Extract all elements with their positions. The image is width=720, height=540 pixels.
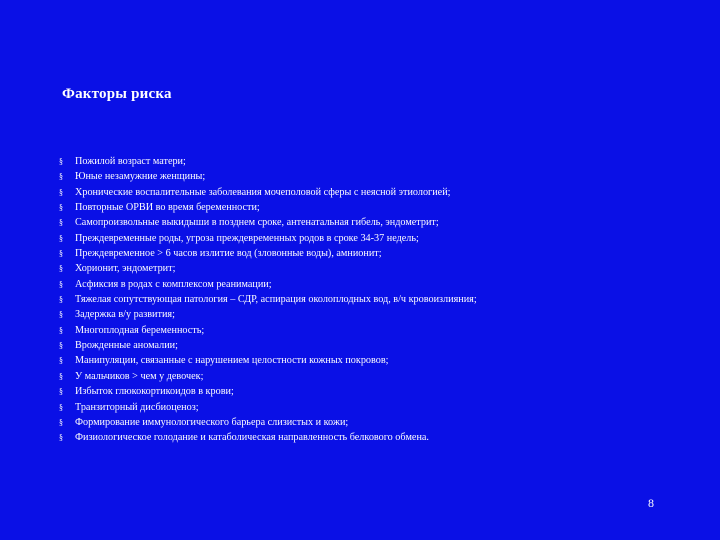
list-item-text: Тяжелая сопутствующая патология – СДР, аспирация околоплодных вод, в/ч кровоизлияния; — [75, 294, 477, 306]
list-item — [59, 353, 679, 368]
list-item — [59, 307, 679, 322]
list-item — [59, 430, 679, 445]
list-item — [59, 261, 679, 276]
risk-factors-list — [59, 154, 679, 446]
bullet-icon: § — [59, 417, 63, 427]
list-item-text: Преждевременное > 6 часов излитие вод (зловонные воды), амнионит; — [75, 248, 382, 260]
page-number: 8 — [648, 496, 654, 510]
list-item-text: Задержка в/у развития; — [75, 309, 175, 321]
slide-title: Факторы риска — [62, 86, 172, 102]
list-item — [59, 200, 679, 215]
bullet-icon: § — [59, 310, 63, 320]
list-item — [59, 154, 679, 169]
bullet-icon: § — [59, 341, 63, 351]
list-item-text: Манипуляции, связанные с нарушением целостности кожных покровов; — [75, 355, 389, 367]
bullet-icon: § — [59, 371, 63, 381]
bullet-icon: § — [59, 233, 63, 243]
list-item — [59, 215, 679, 230]
list-item-text: У мальчиков > чем у девочек; — [75, 370, 204, 382]
list-item — [59, 338, 679, 353]
bullet-icon: § — [59, 187, 63, 197]
list-item — [59, 169, 679, 184]
list-item-text: Самопроизвольные выкидыши в позднем сроке, антенатальная гибель, эндометрит; — [75, 217, 439, 229]
bullet-icon: § — [59, 356, 63, 366]
bullet-icon: § — [59, 402, 63, 412]
bullet-icon: § — [59, 172, 63, 182]
bullet-icon: § — [59, 249, 63, 259]
list-item-text: Физиологическое голодание и катаболическая направленность белкового обмена. — [75, 432, 429, 444]
list-item — [59, 277, 679, 292]
list-item-text: Асфиксия в родах с комплексом реанимации; — [75, 278, 272, 290]
list-item-text: Многоплодная беременность; — [75, 324, 205, 336]
list-item — [59, 323, 679, 338]
bullet-icon: § — [59, 433, 63, 443]
list-item — [59, 384, 679, 399]
list-item — [59, 400, 679, 415]
bullet-icon: § — [59, 218, 63, 228]
list-item — [59, 231, 679, 246]
list-item-text: Повторные ОРВИ во время беременности; — [75, 202, 260, 214]
list-item-text: Юные незамужние женщины; — [75, 171, 206, 183]
bullet-icon: § — [59, 264, 63, 274]
list-item — [59, 185, 679, 200]
list-item-text: Преждевременные роды, угроза преждевременных родов в сроке 34-37 недель; — [75, 232, 419, 244]
list-item — [59, 246, 679, 261]
list-item-text: Избыток глюкокортикоидов в крови; — [75, 386, 234, 398]
bullet-icon: § — [59, 203, 63, 213]
bullet-icon: § — [59, 157, 63, 166]
list-item-text: Пожилой возраст матери; — [75, 156, 186, 167]
list-item — [59, 415, 679, 430]
list-item-text: Хорионит, эндометрит; — [75, 263, 176, 275]
list-item-text: Транзиторный дисбиоценоз; — [75, 401, 199, 413]
list-item-text: Формирование иммунологического барьера слизистых и кожи; — [75, 416, 349, 428]
list-item — [59, 369, 679, 384]
bullet-icon: § — [59, 325, 63, 335]
list-item — [59, 292, 679, 307]
list-item-text: Хронические воспалительные заболевания мочеполовой сферы с неясной этиологией; — [75, 186, 451, 198]
bullet-icon: § — [59, 295, 63, 305]
list-item-text: Врожденные аномалии; — [75, 340, 178, 352]
bullet-icon: § — [59, 279, 63, 289]
bullet-icon: § — [59, 387, 63, 397]
